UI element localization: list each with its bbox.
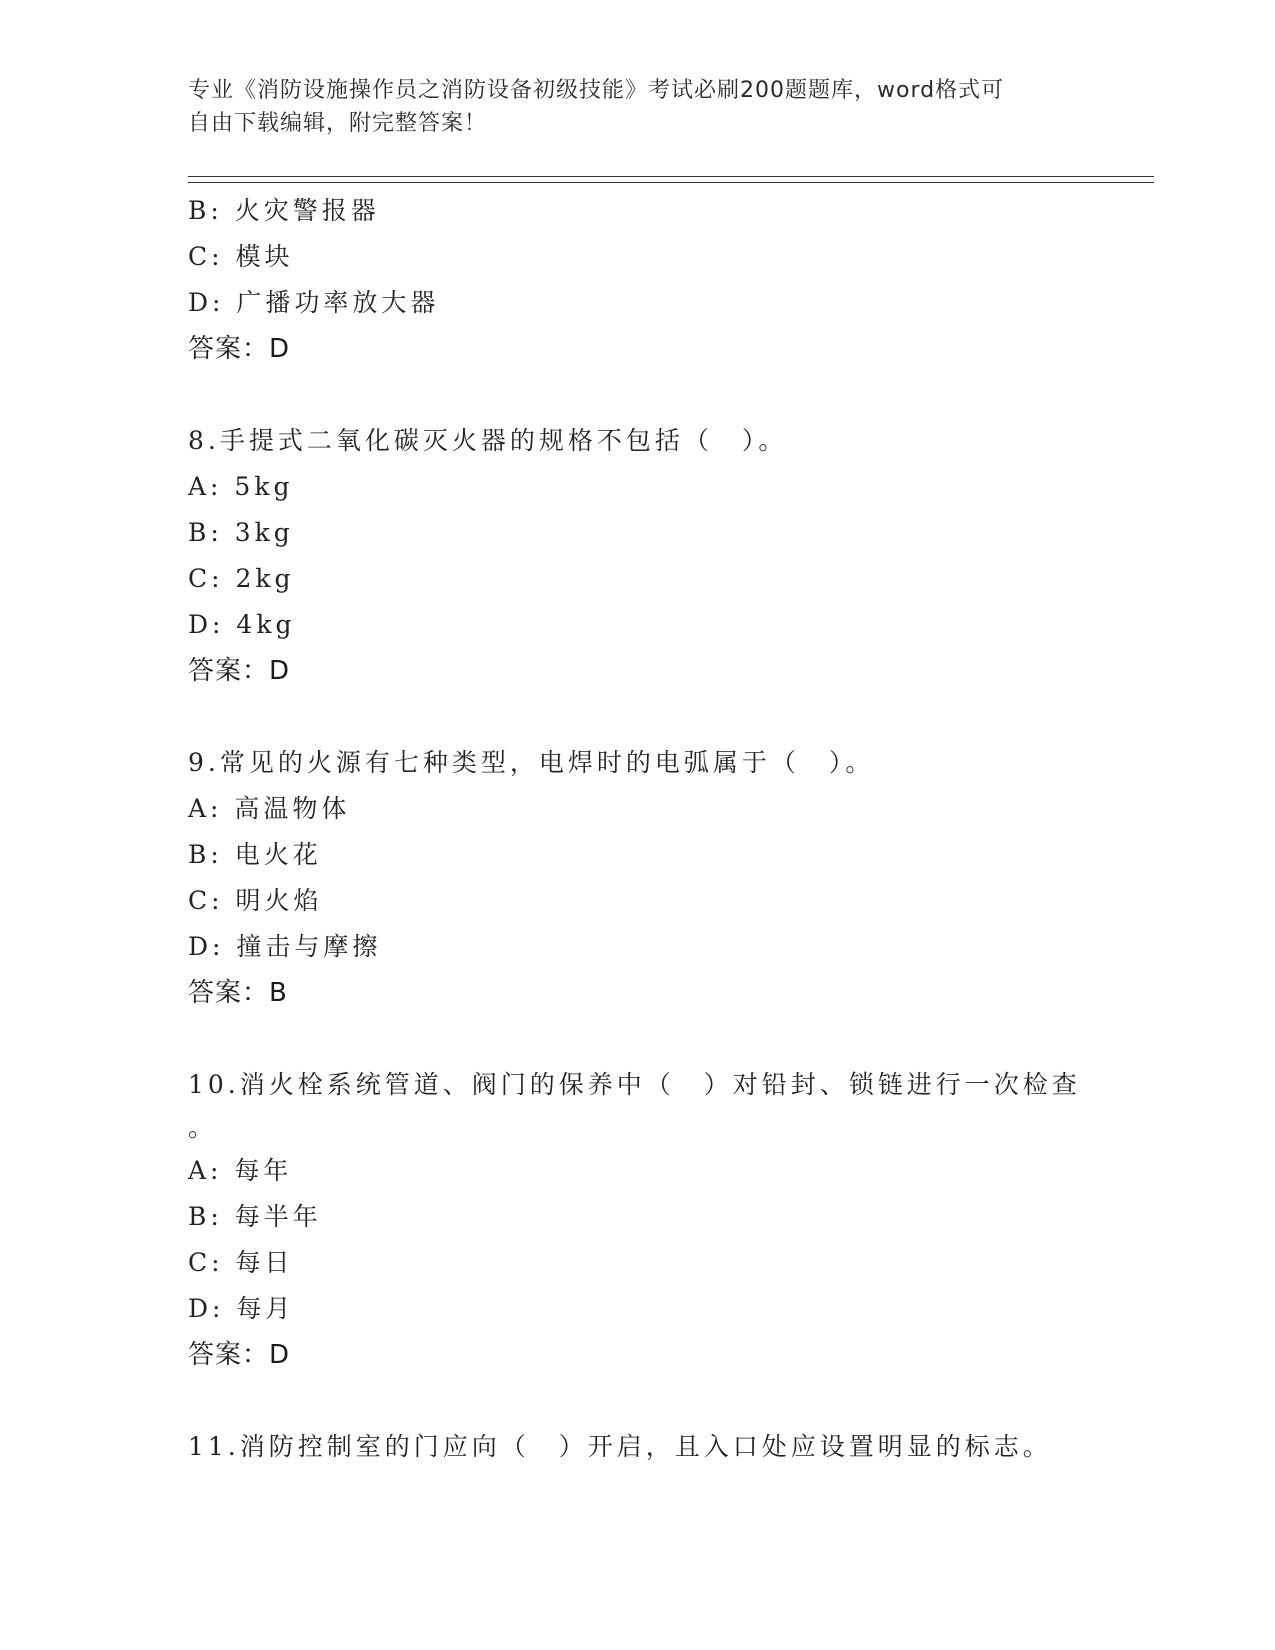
option-d: D: 广播功率放大器 — [188, 288, 440, 317]
option-a: A: 每年 — [188, 1156, 293, 1185]
question-block-10 — [188, 1062, 1088, 1378]
option-c: C: 模块 — [188, 242, 294, 271]
document-header — [188, 74, 1068, 140]
question-stem: 10.消火栓系统管道、阀门的保养中（ ）对铅封、锁链进行一次检查 — [188, 1070, 1081, 1099]
option-d: D: 每月 — [188, 1294, 295, 1323]
question-stem: 8.手提式二氧化碳灭火器的规格不包括（ ）。 — [188, 426, 788, 455]
option-b: B: 每半年 — [188, 1202, 322, 1231]
question-stem: 9.常见的火源有七种类型，电焊时的电弧属于（ ）。 — [188, 748, 875, 777]
answer-line: 答案：B — [188, 978, 288, 1008]
option-d: D: 4kg — [188, 610, 296, 639]
option-b: B: 火灾警报器 — [188, 196, 380, 225]
question-block-11 — [188, 1424, 1088, 1470]
question-block-8 — [188, 418, 1088, 694]
question-stem-continuation: 。 — [188, 1113, 214, 1142]
header-divider-bottom — [188, 182, 1154, 183]
question-block-9 — [188, 740, 1088, 1016]
option-a: A: 高温物体 — [188, 794, 351, 823]
header-line-2: 自由下载编辑，附完整答案！ — [188, 111, 488, 136]
header-divider-top — [188, 176, 1154, 177]
question-block-7 — [188, 188, 1088, 372]
option-c: C: 明火焰 — [188, 886, 323, 915]
question-stem: 11.消防控制室的门应向（ ）开启，且入口处应设置明显的标志。 — [188, 1432, 1052, 1461]
header-line-1: 专业《消防设施操作员之消防设备初级技能》考试必刷200题题库，word格式可 — [188, 78, 1005, 103]
option-c: C: 每日 — [188, 1248, 294, 1277]
option-d: D: 撞击与摩擦 — [188, 932, 382, 961]
question-list — [188, 188, 1088, 1470]
option-b: B: 3kg — [188, 518, 294, 547]
answer-line: 答案：D — [188, 656, 291, 686]
answer-line: 答案：D — [188, 334, 291, 364]
option-c: C: 2kg — [188, 564, 295, 593]
option-a: A: 5kg — [188, 472, 294, 501]
option-b: B: 电火花 — [188, 840, 322, 869]
answer-line: 答案：D — [188, 1340, 291, 1370]
